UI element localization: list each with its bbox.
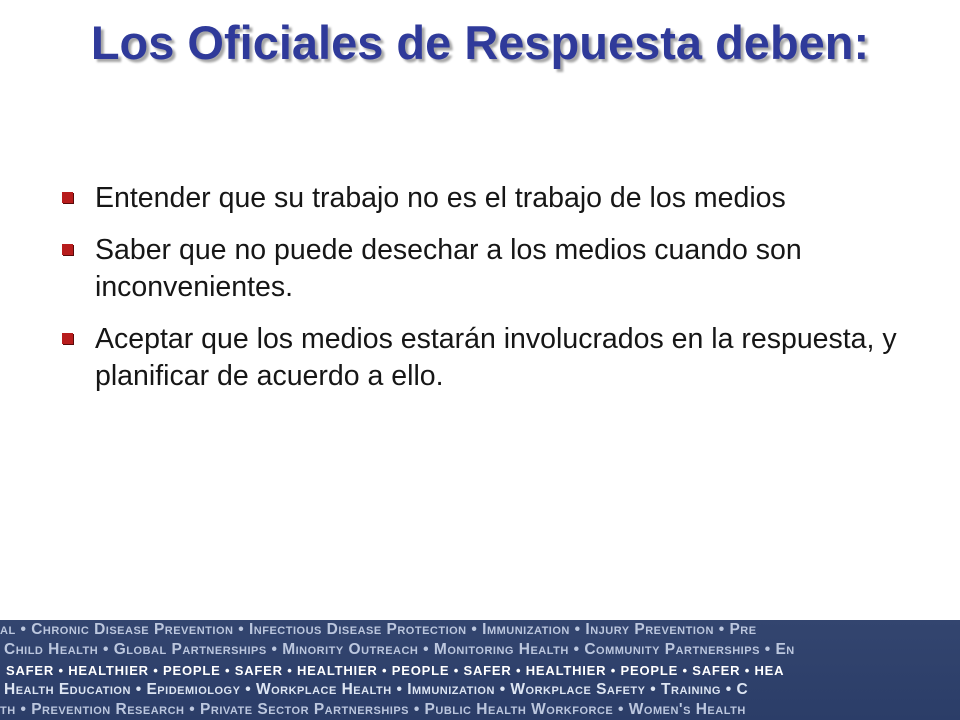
bullet-text: Entender que su trabajo no es el trabajo de los medios bbox=[95, 182, 786, 214]
bullet-item bbox=[58, 232, 908, 306]
bullet-text: Aceptar que los medios estarán involucrados en la respuesta, y planificar de acuerdo a ello. bbox=[95, 323, 897, 392]
banner-line: Health Education • Epidemiology • Workplace Health • Immunization • Workplace Safety • Training • C bbox=[4, 681, 749, 698]
bullet-item bbox=[58, 321, 908, 395]
bullet-item bbox=[58, 180, 908, 217]
bullet-text: Saber que no puede desechar a los medios cuando son inconvenientes. bbox=[95, 234, 802, 303]
banner-line: SAFER • HEALTHIER • PEOPLE • SAFER • HEALTHIER • PEOPLE • SAFER • HEALTHIER • PEOPLE • SAFER • HEA bbox=[6, 663, 785, 678]
square-bullet-icon bbox=[62, 333, 73, 344]
square-bullet-icon bbox=[62, 244, 73, 255]
banner-line: th • Prevention Research • Private Sector Partnerships • Public Health Workforce • Women's Health bbox=[0, 701, 746, 718]
slide-title: Los Oficiales de Respuesta deben: bbox=[90, 16, 870, 69]
banner-line: Child Health • Global Partnerships • Minority Outreach • Monitoring Health • Community Partnerships • En bbox=[4, 641, 795, 658]
banner-line: al • Chronic Disease Prevention • Infectious Disease Protection • Immunization • Injury Prevention • Pre bbox=[0, 621, 757, 638]
footer-banner bbox=[0, 620, 960, 720]
square-bullet-icon bbox=[62, 192, 73, 203]
bullet-list bbox=[58, 180, 908, 410]
